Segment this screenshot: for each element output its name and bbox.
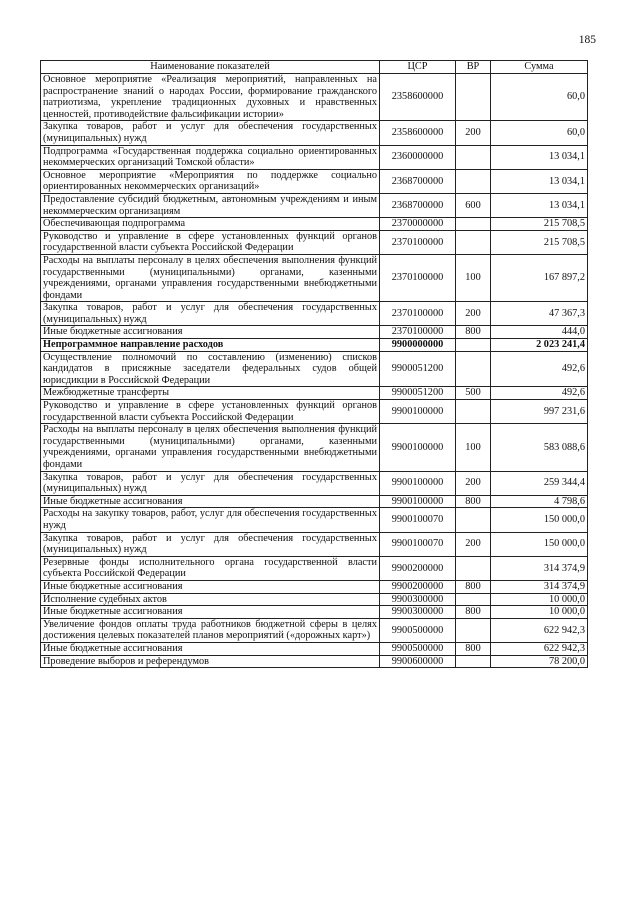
cell-sum: 215 708,5	[491, 218, 588, 231]
cell-name: Иные бюджетные ассигнования	[41, 606, 380, 619]
cell-csr: 9900300000	[380, 593, 456, 606]
page-number: 185	[578, 34, 596, 46]
cell-name: Расходы на выплаты персоналу в целях обеспечения выполнения функций государственными (муниципальными) органами, казенными учреждениями, органами управления государственными внебюджетными фондами	[41, 424, 380, 471]
cell-csr: 9900500000	[380, 642, 456, 655]
header-sum: Сумма	[491, 61, 588, 74]
cell-vr: 200	[456, 532, 491, 556]
cell-csr: 9900200000	[380, 556, 456, 580]
cell-sum: 150 000,0	[491, 532, 588, 556]
table-row	[41, 424, 588, 471]
table-row	[41, 495, 588, 508]
cell-csr: 9900100000	[380, 400, 456, 424]
cell-sum: 215 708,5	[491, 230, 588, 254]
cell-vr	[456, 655, 491, 668]
cell-sum: 259 344,4	[491, 471, 588, 495]
cell-sum: 492,6	[491, 351, 588, 387]
header-vr: ВР	[456, 61, 491, 74]
cell-name: Иные бюджетные ассигнования	[41, 642, 380, 655]
cell-sum: 13 034,1	[491, 169, 588, 193]
cell-vr: 800	[456, 642, 491, 655]
cell-csr: 2370100000	[380, 230, 456, 254]
cell-vr: 200	[456, 121, 491, 145]
cell-sum: 10 000,0	[491, 593, 588, 606]
cell-sum: 167 897,2	[491, 254, 588, 301]
cell-csr: 2358600000	[380, 121, 456, 145]
table-row	[41, 193, 588, 217]
cell-name: Руководство и управление в сфере установленных функций органов государственной власти субъекта Российской Федерации	[41, 400, 380, 424]
cell-csr: 9900000000	[380, 339, 456, 352]
cell-csr: 2358600000	[380, 74, 456, 121]
cell-vr	[456, 230, 491, 254]
cell-sum: 492,6	[491, 387, 588, 400]
cell-vr: 100	[456, 424, 491, 471]
cell-name: Предоставление субсидий бюджетным, автономным учреждениям и иным некоммерческим организациям	[41, 193, 380, 217]
cell-csr: 9900100070	[380, 532, 456, 556]
table-row	[41, 508, 588, 532]
cell-sum: 444,0	[491, 326, 588, 339]
cell-sum: 4 798,6	[491, 495, 588, 508]
table-row	[41, 230, 588, 254]
table-row	[41, 302, 588, 326]
cell-name: Иные бюджетные ассигнования	[41, 326, 380, 339]
table-row	[41, 471, 588, 495]
cell-vr: 100	[456, 254, 491, 301]
table-row	[41, 169, 588, 193]
cell-name: Подпрограмма «Государственная поддержка социально ориентированных некоммерческих организаций Томской области»	[41, 145, 380, 169]
cell-name: Непрограммное направление расходов	[41, 339, 380, 352]
table-header-row	[41, 61, 588, 74]
table-row	[41, 593, 588, 606]
cell-name: Закупка товаров, работ и услуг для обеспечения государственных (муниципальных) нужд	[41, 471, 380, 495]
cell-sum: 13 034,1	[491, 145, 588, 169]
cell-sum: 13 034,1	[491, 193, 588, 217]
cell-csr: 9900200000	[380, 580, 456, 593]
cell-csr: 9900100000	[380, 471, 456, 495]
cell-sum: 60,0	[491, 74, 588, 121]
cell-sum: 47 367,3	[491, 302, 588, 326]
cell-name: Расходы на выплаты персоналу в целях обеспечения выполнения функций государственными (муниципальными) органами, казенными учреждениями, органами управления государственными внебюджетными фондами	[41, 254, 380, 301]
cell-vr	[456, 218, 491, 231]
table-row	[41, 351, 588, 387]
cell-csr: 2370100000	[380, 254, 456, 301]
cell-csr: 2370000000	[380, 218, 456, 231]
cell-vr	[456, 556, 491, 580]
cell-csr: 9900600000	[380, 655, 456, 668]
cell-vr: 800	[456, 326, 491, 339]
cell-name: Закупка товаров, работ и услуг для обеспечения государственных (муниципальных) нужд	[41, 302, 380, 326]
cell-sum: 150 000,0	[491, 508, 588, 532]
cell-name: Резервные фонды исполнительного органа государственной власти субъекта Российской Федерации	[41, 556, 380, 580]
cell-name: Расходы на закупку товаров, работ, услуг для обеспечения государственных нужд	[41, 508, 380, 532]
cell-csr: 9900051200	[380, 351, 456, 387]
table-row	[41, 400, 588, 424]
cell-vr	[456, 508, 491, 532]
cell-csr: 2360000000	[380, 145, 456, 169]
cell-csr: 9900100000	[380, 495, 456, 508]
cell-vr	[456, 145, 491, 169]
cell-name: Основное мероприятие «Реализация мероприятий, направленных на распространение знаний о народах России, формирование гражданского патриотизма, укрепление традиционных духовных и нравственных ценностей, противодействие фальсификации истории»	[41, 74, 380, 121]
table-row	[41, 121, 588, 145]
cell-sum: 622 942,3	[491, 642, 588, 655]
cell-vr: 600	[456, 193, 491, 217]
cell-name: Закупка товаров, работ и услуг для обеспечения государственных (муниципальных) нужд	[41, 532, 380, 556]
cell-csr: 2370100000	[380, 326, 456, 339]
cell-name: Основное мероприятие «Мероприятия по поддержке социально ориентированных некоммерческих организаций»	[41, 169, 380, 193]
cell-vr	[456, 351, 491, 387]
cell-vr: 800	[456, 495, 491, 508]
cell-sum: 583 088,6	[491, 424, 588, 471]
cell-vr: 200	[456, 302, 491, 326]
cell-sum: 314 374,9	[491, 556, 588, 580]
cell-vr: 200	[456, 471, 491, 495]
cell-sum: 997 231,6	[491, 400, 588, 424]
cell-vr	[456, 400, 491, 424]
cell-sum: 10 000,0	[491, 606, 588, 619]
cell-csr: 9900100070	[380, 508, 456, 532]
cell-name: Руководство и управление в сфере установленных функций органов государственной власти субъекта Российской Федерации	[41, 230, 380, 254]
cell-csr: 9900051200	[380, 387, 456, 400]
table-row	[41, 580, 588, 593]
table-row	[41, 642, 588, 655]
table-row	[41, 618, 588, 642]
budget-table	[40, 60, 588, 668]
header-csr: ЦСР	[380, 61, 456, 74]
table-row	[41, 556, 588, 580]
cell-name: Обеспечивающая подпрограмма	[41, 218, 380, 231]
table-row	[41, 655, 588, 668]
cell-sum: 60,0	[491, 121, 588, 145]
cell-name: Иные бюджетные ассигнования	[41, 495, 380, 508]
cell-vr	[456, 74, 491, 121]
table-row	[41, 606, 588, 619]
cell-name: Увеличение фондов оплаты труда работников бюджетной сферы в целях достижения целевых показателей планов мероприятий («дорожных карт»)	[41, 618, 380, 642]
table-row	[41, 532, 588, 556]
cell-vr: 800	[456, 606, 491, 619]
cell-name: Осуществление полномочий по составлению (изменению) списков кандидатов в присяжные заседатели федеральных судов общей юрисдикции в Российской Федерации	[41, 351, 380, 387]
table-row	[41, 74, 588, 121]
table-row	[41, 218, 588, 231]
cell-sum: 622 942,3	[491, 618, 588, 642]
table-row	[41, 339, 588, 352]
table-row	[41, 254, 588, 301]
cell-csr: 2368700000	[380, 193, 456, 217]
cell-vr	[456, 339, 491, 352]
table-body	[41, 74, 588, 668]
cell-name: Закупка товаров, работ и услуг для обеспечения государственных (муниципальных) нужд	[41, 121, 380, 145]
cell-sum: 2 023 241,4	[491, 339, 588, 352]
table-row	[41, 387, 588, 400]
cell-vr	[456, 593, 491, 606]
header-name: Наименование показателей	[41, 61, 380, 74]
cell-csr: 9900300000	[380, 606, 456, 619]
table-row	[41, 145, 588, 169]
cell-sum: 314 374,9	[491, 580, 588, 593]
table-row	[41, 326, 588, 339]
cell-vr	[456, 169, 491, 193]
cell-name: Межбюджетные трансферты	[41, 387, 380, 400]
cell-vr: 500	[456, 387, 491, 400]
cell-name: Иные бюджетные ассигнования	[41, 580, 380, 593]
cell-csr: 9900100000	[380, 424, 456, 471]
cell-csr: 9900500000	[380, 618, 456, 642]
cell-vr: 800	[456, 580, 491, 593]
cell-sum: 78 200,0	[491, 655, 588, 668]
cell-name: Исполнение судебных актов	[41, 593, 380, 606]
cell-vr	[456, 618, 491, 642]
cell-csr: 2368700000	[380, 169, 456, 193]
cell-csr: 2370100000	[380, 302, 456, 326]
cell-name: Проведение выборов и референдумов	[41, 655, 380, 668]
